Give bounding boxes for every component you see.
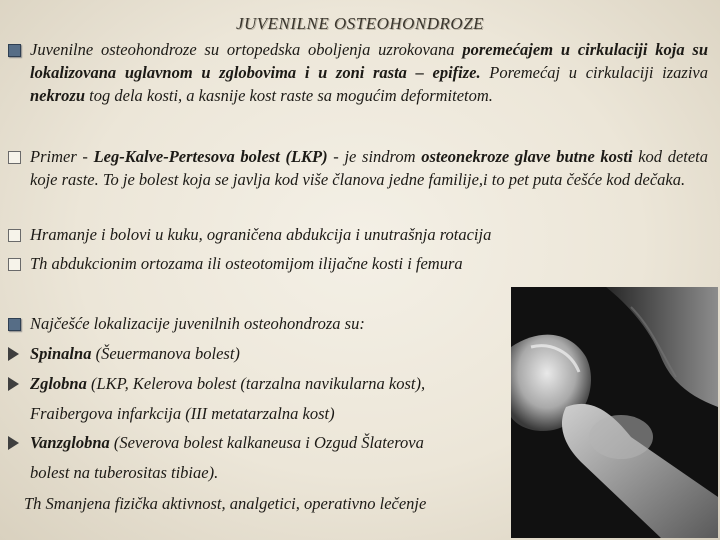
slide-title: JUVENILNE OSTEOHONDROZE bbox=[235, 14, 485, 33]
localizations-heading: Najčešće lokalizacije juvenilnih osteohondroza su: bbox=[30, 314, 365, 333]
text-run: Poremećaj u cirkulaciji izaziva bbox=[480, 63, 708, 82]
arrow-bullet-icon bbox=[8, 377, 19, 391]
therapy-line: Th Smanjena fizička aktivnost, analgetici, operativno lečenje bbox=[24, 494, 427, 513]
paragraph-example bbox=[30, 145, 708, 191]
bold-text-run: Zglobna bbox=[30, 374, 87, 393]
bold-text-run: Vanzglobna bbox=[30, 433, 110, 452]
bold-text-run: Spinalna bbox=[30, 344, 92, 363]
square-bullet-icon bbox=[8, 44, 21, 57]
bold-text-run: nekrozu bbox=[30, 86, 86, 105]
bold-text-run: osteonekroze glave butne kosti bbox=[421, 147, 633, 166]
text-run: - je sindrom bbox=[327, 147, 422, 166]
text-run: Primer - bbox=[30, 147, 94, 166]
text-run: Juvenilne osteohondroze su ortopedska oboljenja uzrokovana bbox=[30, 40, 463, 59]
arrow-bullet-icon bbox=[8, 436, 19, 450]
square-bullet-icon bbox=[8, 318, 21, 331]
box-bullet-icon bbox=[8, 229, 21, 242]
hip-xray-image bbox=[511, 287, 718, 538]
list-item-vanzglobna bbox=[30, 431, 424, 454]
text-run: (Šeuermanova bolest) bbox=[91, 344, 240, 363]
list-item-spinalna bbox=[30, 342, 240, 365]
box-bullet-icon bbox=[8, 258, 21, 271]
bold-text-run: Leg-Kalve-Pertesova bolest (LKP) bbox=[93, 147, 328, 166]
therapy-line-lkp: Th abdukcionim ortozama ili osteotomijom ilijačne kosti i femura bbox=[30, 254, 463, 273]
list-item-zglobna-continued: Fraibergova infarkcija (III metatarzalna kost) bbox=[30, 404, 335, 423]
paragraph-definition bbox=[30, 38, 708, 107]
arrow-bullet-icon bbox=[8, 347, 19, 361]
bold-text-run: poremećajem u cirkulaciji koja su lokalizovana uglavnom u zglobovima i u zoni rasta – epifize. bbox=[30, 40, 709, 82]
text-run: kod deteta koje raste. To je bolest koja se javlja kod više članova jedne familije,i to pet puta češće kod dečaka. bbox=[30, 147, 709, 189]
text-run: (LKP, Kelerova bolest (tarzalna navikularna kost), bbox=[86, 374, 426, 393]
symptoms-line: Hramanje i bolovi u kuku, ograničena abdukcija i unutrašnja rotacija bbox=[30, 225, 492, 244]
text-run: tog dela kosti, a kasnije kost raste sa mogućim deformitetom. bbox=[85, 86, 493, 105]
box-bullet-icon bbox=[8, 151, 21, 164]
list-item-vanzglobna-continued: bolest na tuberositas tibiae). bbox=[30, 463, 219, 482]
text-run: (Severova bolest kalkaneusa i Ozgud Šlaterova bbox=[109, 433, 424, 452]
list-item-zglobna bbox=[30, 372, 425, 395]
